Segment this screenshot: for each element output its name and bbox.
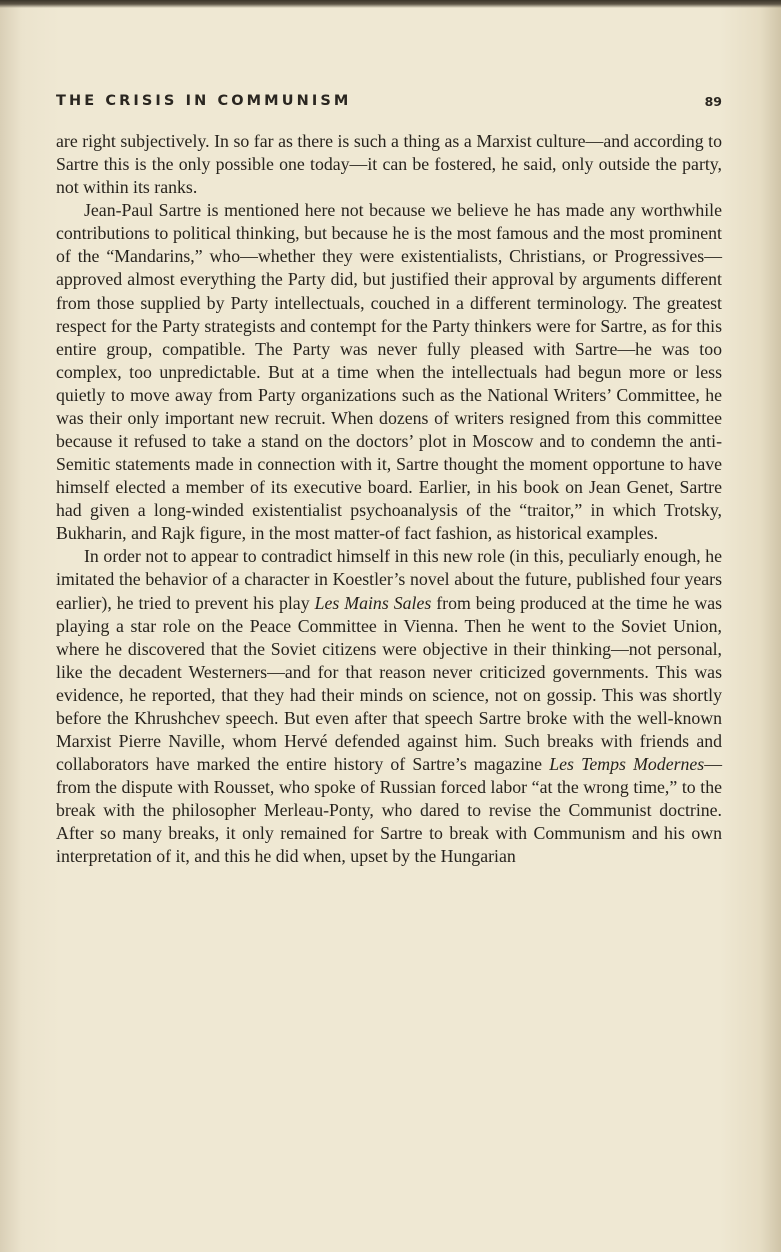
paragraph: Jean-Paul Sartre is mentioned here not because we believe he has made any worthwhile contributions to political thinking, but because he is the most famous and the most prominent of the “Mandarins,” who—whether they were existentialists, Christians, or Progressives—approved almost everything the Party did, but justified their approval by arguments different from those supplied by Party intellectuals, couched in a different terminology. The greatest respect for the Party strategists and contempt for the Party thinkers were for Sartre, as for this entire group, compatible. The Party was never fully pleased with Sartre—he was too complex, too unpredictable. But at a time when the intellectuals had begun more or less quietly to move away from Party organizations such as the National Writers’ Committee, he was their only important new recruit. When dozens of writers resigned from this committee because it refused to take a stand on the doctors’ plot in Moscow and to condemn the anti-Semitic statements made in connection with it, Sartre thought the moment opportune to have himself elected a member of its executive board. Earlier, in his book on Jean Genet, Sartre had given a long-winded existentialist psychoanalysis of the “traitor,” in which Trotsky, Bukharin, and Rajk figure, in the most matter-of fact fashion, as historical examples. xyxy=(56,200,722,544)
text-run: from being produced at the time he was playing a star role on the Peace Committee in Vienna. Then he went to the Soviet Union, where he discovered that the Soviet citizens were objective in their thinking—not personal, like the decadent Westerners—and for that reason never criticized governments. This was evidence, he reported, that they had their minds on science, not on gossip. This was shortly before the Khrushchev speech. But even after that speech Sartre broke with the well-known Marxist Pierre Naville, whom Hervé defended against him. Such breaks with friends and collaborators have marked the entire history of Sartre’s magazine xyxy=(56,592,723,775)
play-title: Les Mains Sales xyxy=(314,592,432,613)
running-head xyxy=(56,93,722,115)
paragraph xyxy=(56,545,722,868)
paragraph: are right subjectively. In so far as there is such a thing as a Marxist culture—and according to Sartre this is the only possible one today—it can be fostered, he said, only outside the party, not within its ranks. xyxy=(56,131,722,198)
text-run: In order not to appear to contradict himself in this new role (in this, peculiarly enough, he imitated the behavior of a character in Koestler’s novel about the future, published four years earlier), he tried to prevent his play xyxy=(56,546,722,613)
body-text xyxy=(56,130,722,869)
magazine-title: Les Temps Modernes xyxy=(549,754,705,775)
page-top-edge xyxy=(0,0,781,8)
text-run: —from the dispute with Rousset, who spoke of Russian forced labor “at the wrong time,” to the break with the philosopher Merleau-Ponty, who dared to revise the Communist doctrine. After so many breaks, it only remained for Sartre to break with Communism and his own interpretation of it, and this he did when, upset by the Hungarian xyxy=(56,754,722,867)
page-number: 89 xyxy=(704,94,722,109)
chapter-title: THE CRISIS IN COMMUNISM xyxy=(56,93,352,109)
